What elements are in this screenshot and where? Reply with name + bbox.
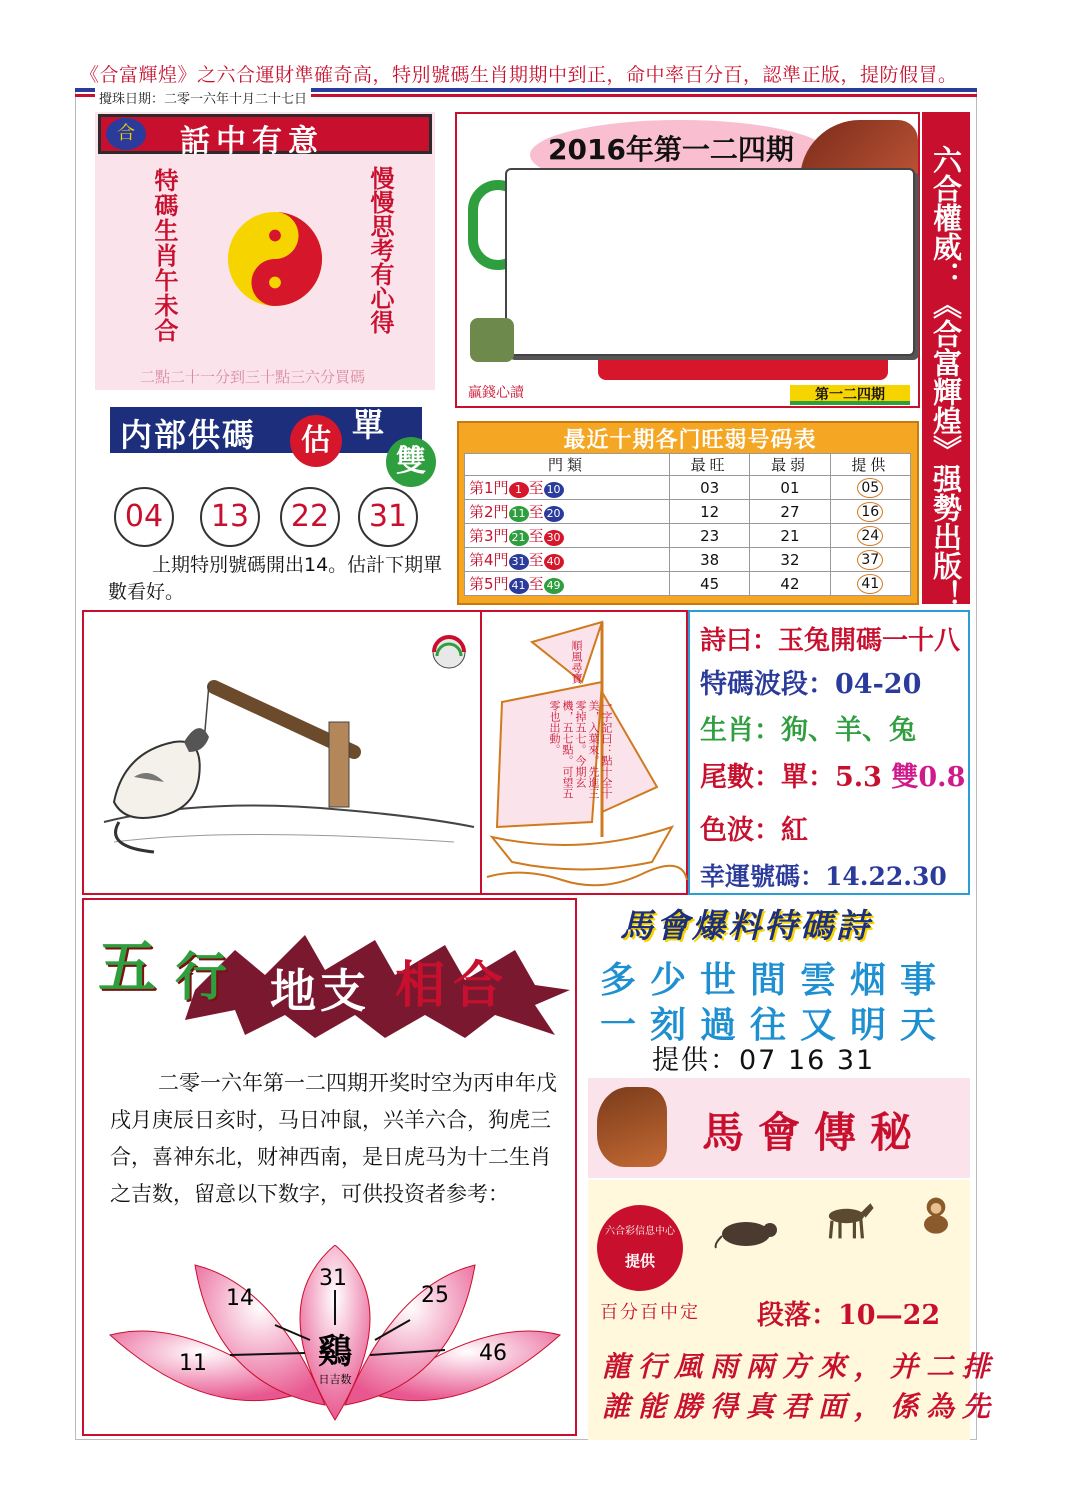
door-cell	[465, 548, 670, 572]
lucky-label: 幸運號碼：	[700, 862, 826, 891]
table-header: 提供	[830, 454, 910, 476]
range-end-ball: 20	[544, 506, 564, 522]
company-logo-icon: 合	[106, 118, 146, 150]
rat-icon	[712, 1210, 784, 1250]
money-bag-icon	[470, 318, 514, 362]
range-start-ball: 31	[509, 554, 529, 570]
color-line	[700, 808, 808, 847]
monkey-icon	[900, 1195, 972, 1235]
supply-number: 13	[200, 487, 260, 547]
inside-supply-note: 上期特別號碼開出14。估計下期單數看好。	[108, 554, 443, 603]
door-cell	[465, 476, 670, 500]
supply-ring: 16	[857, 502, 883, 522]
horse-poem-title: 馬會爆料特碼詩	[620, 906, 872, 945]
table-header: 最旺	[669, 454, 749, 476]
tail-single: 單：5.3	[781, 762, 882, 793]
ship-flag-text: 順風尋寶	[570, 640, 583, 684]
strength-table-title: 最近十期各门旺弱号码表	[563, 428, 817, 453]
zodiac-line	[700, 708, 916, 747]
table-row	[465, 572, 911, 596]
zodiac-value: 狗、羊、兔	[781, 715, 916, 746]
lotus-number: 46	[479, 1341, 507, 1366]
ad-caption: 贏錢心讀	[468, 385, 524, 401]
supply-ring: 05	[857, 478, 883, 498]
horse-secret-title: 馬會傳秘	[702, 1108, 927, 1157]
tail-double: 雙0.8	[891, 762, 966, 793]
weak-cell: 42	[750, 572, 830, 596]
supply-cell	[830, 500, 910, 524]
supply-ring: 41	[857, 574, 883, 594]
draw-date: 攪珠日期：二零一六年十月二十七日	[95, 88, 311, 107]
ad-issue-strip: 第一二四期	[790, 385, 910, 405]
range-to: 至	[528, 575, 544, 593]
stamp-ring-text: 六合彩信息中心	[605, 1226, 675, 1237]
lotus-number: 14	[226, 1286, 254, 1311]
horse-poem-line: 多少世間雲烟事	[600, 959, 951, 1001]
ad-blank-card	[505, 168, 915, 356]
strong-cell: 23	[669, 524, 749, 548]
range-to: 至	[528, 551, 544, 569]
lotus-diagram	[105, 1245, 565, 1425]
weak-cell: 01	[750, 476, 830, 500]
range-end-ball: 49	[544, 578, 564, 594]
table-header: 最弱	[750, 454, 830, 476]
color-label: 色波：	[700, 815, 781, 846]
door-label: 第5門	[469, 575, 509, 593]
yin-yang-icon	[226, 210, 324, 308]
guarantee-text: 百分百中定	[600, 1302, 700, 1323]
supply-number: 31	[358, 487, 418, 547]
table-row	[465, 476, 911, 500]
range-to: 至	[528, 479, 544, 497]
strong-cell: 38	[669, 548, 749, 572]
five-elements-title-3: 地支	[270, 964, 370, 1018]
strong-cell: 12	[669, 500, 749, 524]
segment-range: 段落：10—22	[757, 1300, 941, 1331]
wave-value: 04-20	[835, 669, 922, 700]
range-to: 至	[528, 527, 544, 545]
range-start-ball: 11	[509, 506, 529, 522]
five-elements-splash	[175, 930, 575, 1040]
tail-line	[700, 755, 965, 794]
five-elements-title-2: 行	[175, 947, 228, 1008]
double-badge: 雙	[386, 437, 436, 487]
table-row	[465, 524, 911, 548]
header-slogan: 《合富輝煌》之六合運財準確奇高，特別號碼生肖期期中到正，命中率百分百，認準正版，提防假冒。	[80, 64, 958, 86]
door-cell	[465, 572, 670, 596]
hint-note: 二點二十一分到三十點三六分買碼	[140, 368, 366, 386]
lucky-line	[700, 857, 947, 893]
door-label: 第2門	[469, 503, 509, 521]
inside-supply-title: 内部供碼	[120, 416, 257, 454]
lucky-value: 14.22.30	[825, 862, 947, 891]
weak-cell: 27	[750, 500, 830, 524]
secret-verse: 誰能勝得真君面，係為先	[602, 1390, 999, 1423]
door-cell	[465, 500, 670, 524]
supply-ring: 24	[857, 526, 883, 546]
lotus-number: 25	[421, 1283, 449, 1308]
lotus-sub: 日吉数	[318, 1373, 352, 1386]
strength-table	[464, 453, 911, 596]
single-label: 單	[352, 406, 385, 444]
table-row	[465, 500, 911, 524]
range-end-ball: 30	[544, 530, 564, 546]
door-label: 第1門	[469, 479, 509, 497]
supply-cell	[830, 524, 910, 548]
supply-cell	[830, 548, 910, 572]
side-banner-text: 六合權威：《合富輝煌》强勢出版！	[929, 145, 963, 609]
info-center-stamp	[597, 1205, 683, 1291]
hint-title: 話中有意	[180, 124, 324, 159]
five-elements-title-1: 五	[98, 933, 157, 1001]
color-value: 紅	[781, 815, 808, 846]
issue-number: 2016年第一二四期	[548, 133, 794, 166]
horse-poem-supply: 提供：07 16 31	[652, 1045, 876, 1076]
horse-head-icon	[597, 1087, 667, 1167]
poem-title: 詩曰：玉兔開碼一十八	[700, 626, 961, 656]
horse-icon	[812, 1200, 884, 1240]
wave-line	[700, 662, 921, 701]
weak-cell: 32	[750, 548, 830, 572]
range-end-ball: 40	[544, 554, 564, 570]
lotus-center: 鷄	[318, 1332, 352, 1372]
cat-trap-illustration	[84, 612, 484, 897]
cat-illustration-panel	[82, 610, 482, 895]
lotus-number: 11	[179, 1351, 207, 1376]
secret-verse: 龍行風雨兩方來，并二排	[602, 1350, 999, 1383]
five-elements-body: 二零一六年第一二四期开奖时空为丙申年戊戌月庚辰日亥时，马日冲鼠，兴羊六合，狗虎三合，喜神东北，财神西南，是日虎马为十二生肖之吉数，留意以下数字，可供投资者参考：	[110, 1071, 557, 1206]
door-label: 第3門	[469, 527, 509, 545]
door-label: 第4門	[469, 551, 509, 569]
range-to: 至	[528, 503, 544, 521]
range-start-ball: 21	[509, 530, 529, 546]
lotus-number: 31	[319, 1266, 347, 1291]
ship-verse: 一字記曰：點十全十美，入葉來。先進三零掉五七。今期玄機，五七點。可望五零也出動。	[548, 700, 613, 799]
supply-cell	[830, 476, 910, 500]
range-end-ball: 10	[544, 482, 564, 498]
wave-label: 特碼波段：	[700, 669, 835, 700]
supply-number: 04	[114, 487, 174, 547]
horse-poem-line: 一刻過往又明天	[600, 1004, 951, 1046]
range-start-ball: 1	[509, 482, 529, 498]
five-elements-title-4: 相合	[395, 955, 511, 1014]
hint-left-column: 特碼生肖午未合	[150, 168, 179, 343]
zodiac-label: 生肖：	[700, 715, 781, 746]
estimate-badge: 估	[290, 415, 342, 467]
supply-cell	[830, 572, 910, 596]
door-cell	[465, 524, 670, 548]
weak-cell: 21	[750, 524, 830, 548]
supply-number: 22	[280, 487, 340, 547]
strong-cell: 03	[669, 476, 749, 500]
tail-label: 尾數：	[700, 762, 781, 793]
table-row	[465, 548, 911, 572]
stamp-center-text: 提供	[624, 1252, 655, 1270]
range-start-ball: 41	[509, 578, 529, 594]
hint-right-column: 慢慢思考有心得	[366, 166, 395, 334]
table-header: 門類	[465, 454, 670, 476]
supply-ring: 37	[857, 550, 883, 570]
strong-cell: 45	[669, 572, 749, 596]
